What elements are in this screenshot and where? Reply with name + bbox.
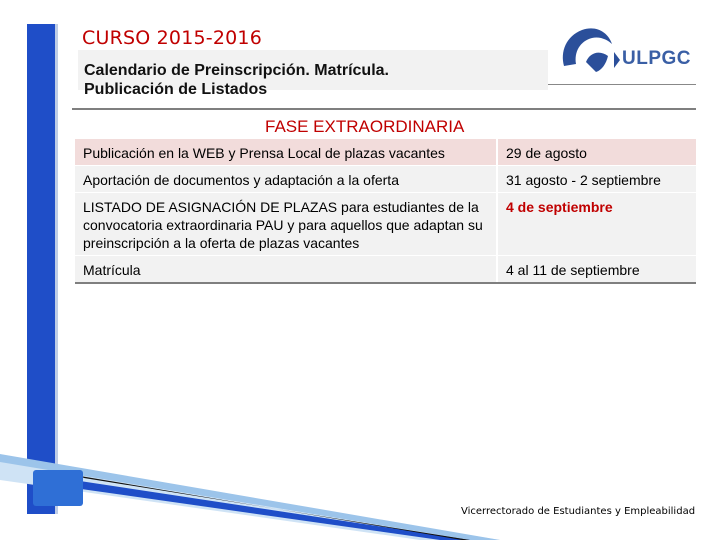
table-row (75, 139, 696, 166)
activity-cell (75, 193, 497, 256)
header-divider (548, 84, 696, 85)
activity-rest: para estudiantes de la convocatoria extraordinaria PAU y para aquellos que adaptan su preinscripción a la oferta de plazas vacantes (83, 199, 483, 251)
activity-cell: Aportación de documentos y adaptación a la oferta (75, 166, 497, 193)
page-subtitle (84, 61, 389, 99)
subtitle-line-1: Calendario de Preinscripción. Matrícula. (84, 62, 389, 79)
activity-cell: Matrícula (75, 256, 497, 284)
activity-lead: LISTADO DE ASIGNACIÓN DE PLAZAS (83, 199, 338, 215)
course-title: CURSO 2015-2016 (82, 27, 262, 49)
table-row (75, 193, 696, 256)
activity-cell: Publicación en la WEB y Prensa Local de plazas vacantes (75, 139, 497, 166)
bottom-decorative-stripes (0, 440, 720, 540)
date-cell: 31 agosto - 2 septiembre (497, 166, 696, 193)
date-cell: 29 de agosto (497, 139, 696, 166)
subtitle-line-2: Publicación de Listados (84, 81, 268, 98)
table-row (75, 256, 696, 284)
table-row (75, 166, 696, 193)
footer-text: Vicerrectorado de Estudiantes y Empleabilidad (461, 506, 696, 517)
schedule-table (75, 139, 696, 284)
date-cell-highlight: 4 de septiembre (497, 193, 696, 256)
logo-text: ULPGC (622, 48, 691, 69)
date-cell: 4 al 11 de septiembre (497, 256, 696, 284)
blue-square-decoration (33, 470, 83, 506)
section-divider (72, 108, 696, 110)
section-title: FASE EXTRAORDINARIA (265, 117, 465, 136)
